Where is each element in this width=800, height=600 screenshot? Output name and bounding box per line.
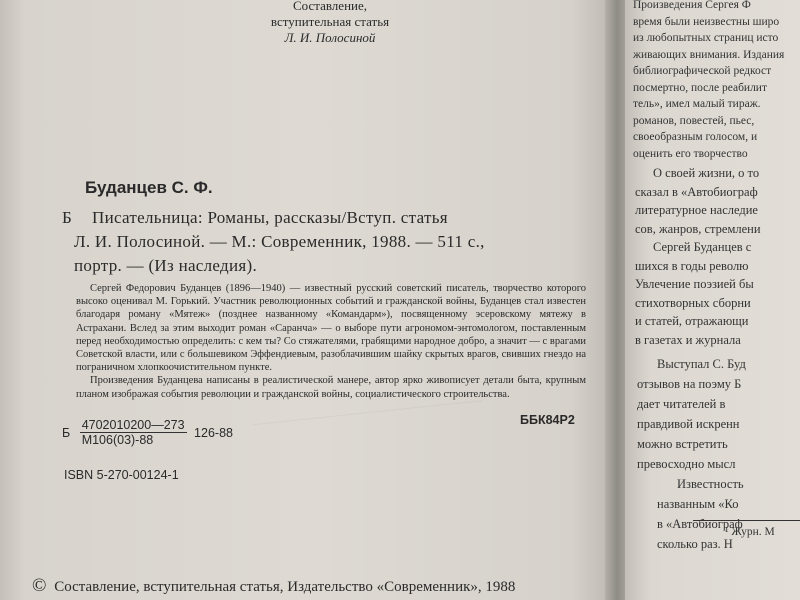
right-page: [625, 0, 800, 600]
credits-line-1: Составление,: [292, 0, 368, 13]
classification-code: [62, 418, 233, 447]
right-line: литературное наследие: [635, 203, 758, 217]
credits: [230, 0, 430, 46]
bbk-text: ББК84Р2: [520, 413, 575, 427]
right-line: превосходно мысл: [637, 457, 736, 471]
right-line: посмертно, после реабилит: [633, 81, 767, 94]
catalog-letter: Б: [62, 208, 73, 227]
code-numerator: 4702010200—273: [81, 418, 185, 432]
title-line-1: Писательница: Романы, рассказы/Вступ. статья: [92, 208, 448, 227]
title-line-2: Л. И. Полосиной. — М.: Современник, 1988. — 511 с.,: [74, 232, 485, 251]
footnote: ¹ Журн. М: [725, 526, 775, 538]
right-line: и статей, отражающи: [635, 314, 749, 328]
right-line: Произведения Сергея Ф: [633, 0, 751, 11]
copyright-text: Составление, вступительная статья, Издательство «Современник», 1988: [54, 579, 516, 595]
code-fraction: [80, 418, 187, 447]
bbk-code: [520, 413, 575, 427]
annotation-paragraph-2: Произведения Буданцева написаны в реалистической манере, автор ярко живописует детали быта, крупным планом изображая события революции и гражданской войны, социалистического строительства.: [76, 375, 586, 400]
author-heading: Буданцев С. Ф.: [85, 178, 213, 197]
right-line: время были неизвестны широ: [633, 15, 780, 28]
right-line: сов, жанров, стремлени: [635, 221, 761, 236]
copyright-line: [32, 575, 515, 597]
right-line: из любопытных страниц исто: [633, 32, 779, 44]
footnote-rule: [693, 520, 800, 521]
right-line: О своей жизни, о то: [653, 166, 760, 180]
right-line: романов, повестей, пьес,: [633, 114, 755, 127]
faint-handwriting-mark: [253, 400, 486, 465]
right-line: Выступал С. Буд: [657, 357, 746, 371]
code-denominator: М106(03)-88: [81, 433, 154, 447]
title-line-3: портр. — (Из наследия).: [74, 256, 258, 275]
right-column-low: [637, 354, 746, 554]
right-line: Известность: [677, 477, 744, 491]
right-line: Увлечение поэзией бы: [635, 277, 754, 291]
right-line: названным «Ко: [657, 497, 739, 511]
right-line: правдивой искренн: [637, 417, 740, 431]
right-line: оценить его творчество: [633, 147, 748, 160]
right-line: в газетах и журнала: [635, 332, 741, 347]
credits-line-3: Л. И. Полосиной: [284, 30, 376, 45]
right-line: Сергей Буданцев с: [653, 240, 752, 254]
right-line: библиографической редкост: [633, 65, 772, 77]
copyright-symbol: ©: [32, 575, 47, 596]
code-suffix: 126-88: [194, 425, 233, 440]
right-line: в «Автобиограф: [657, 517, 743, 531]
right-line: тель», имел малый тираж.: [633, 98, 761, 110]
right-column-mid: [635, 164, 761, 349]
right-column-top: [633, 0, 784, 162]
right-line: можно встретить: [637, 437, 728, 451]
right-line: сказал в «Автобиограф: [635, 184, 758, 199]
annotation-block: [76, 282, 586, 401]
right-line: живающих внимания. Издания: [633, 48, 785, 61]
right-line: сколько раз. Н: [657, 537, 733, 551]
right-line: шихся в годы револю: [635, 258, 749, 273]
code-letter: Б: [62, 425, 71, 440]
right-line: своеобразным голосом, и: [633, 131, 758, 143]
annotation-paragraph-1: Сергей Федорович Буданцев (1896—1940) — известный русский советский писатель, творчество которого высоко оценивал М. Горький. Участник революционных событий и гражданской войны, Буданцев стал известен благодаря роману «Мятеж» (позднее названному «Командарм»), посвященному эсеровскому мятежу в Астрахани. Вслед за этим выходит роман «Саранча» — о выборе пути агрономом-энтомологом, поставленным перед необходимостью определить: с кем ты? Со стяжателями, грабящими народное добро, а значит — с врагами Советской власти, или с большевиком Эффендиевым, разоблачившим шайку скрытых врагов, свивших гнездо на пограничном хлопкоочистительном пункте.: [76, 283, 586, 374]
isbn: ISBN 5-270-00124-1: [64, 468, 179, 482]
right-line: дает читателей в: [637, 397, 726, 411]
right-line: отзывов на поэму Б: [637, 377, 742, 391]
right-line: стихотворных сборни: [635, 295, 751, 310]
credits-line-2: вступительная статья: [270, 14, 390, 29]
